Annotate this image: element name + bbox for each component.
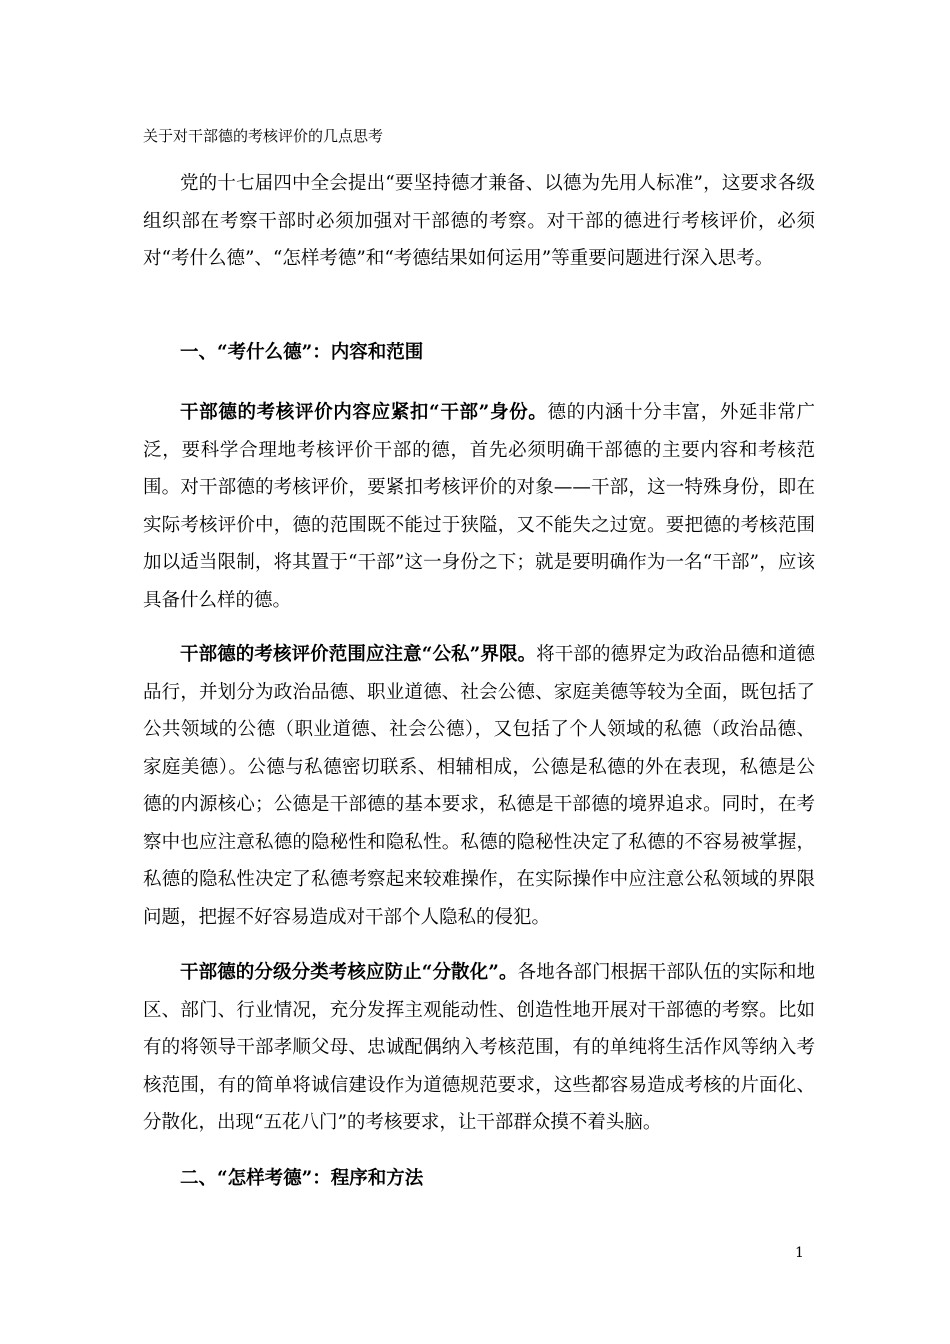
document-title: 关于对干部德的考核评价的几点思考 xyxy=(143,127,384,145)
paragraph-2-body: 将干部的德界定为政治品德和道德品行，并划分为政治品德、职业道德、社会公德、家庭美德等较为全面，既包括了公共领域的公德（职业道德、社会公德），又包括了个人领域的私德（政治品德、家庭美德）。公德与私德密切联系、相辅相成，公德是私德的外在表现，私德是公德的内源核心；公德是干部德的基本要求，私德是干部德的境界追求。同时，在考察中也应注意私德的隐秘性和隐私性。私德的隐秘性决定了私德的不容易被掌握，私德的隐私性决定了私德考察起来较难操作，在实际操作中应注意公私领域的界限问题，把握不好容易造成对干部个人隐私的侵犯。 xyxy=(143,644,815,928)
paragraph-3-body: 各地各部门根据干部队伍的实际和地区、部门、行业情况，充分发挥主观能动性、创造性地开展对干部德的考察。比如有的将领导干部孝顺父母、忠诚配偶纳入考核范围，有的单纯将生活作风等纳入考核范围，有的简单将诚信建设作为道德规范要求，这些都容易造成考核的片面化、分散化，出现“五花八门”的考核要求，让干部群众摸不着头脑。 xyxy=(143,962,815,1133)
intro-paragraph: 党的十七届四中全会提出“要坚持德才兼备、以德为先用人标准”，这要求各级组织部在考察干部时必须加强对干部德的考察。对干部的德进行考核评价，必须对“考什么德”、“怎样考德”和“考德结果如何运用”等重要问题进行深入思考。 xyxy=(143,173,815,269)
page-number: 1 xyxy=(795,1245,804,1261)
paragraph-2 xyxy=(143,636,815,936)
paragraph-2-lead: 干部德的考核评价范围应注意“公私”界限。 xyxy=(180,644,537,665)
paragraph-3-lead: 干部德的分级分类考核应防止“分散化”。 xyxy=(180,962,518,983)
section-heading-1: 一、“考什么德”：内容和范围 xyxy=(180,342,424,363)
paragraph-3 xyxy=(143,954,815,1142)
paragraph-1-body: 德的内涵十分丰富，外延非常广泛，要科学合理地考核评价干部的德，首先必须明确干部德的主要内容和考核范围。对干部德的考核评价，要紧扣考核评价的对象——干部，这一特殊身份，即在实际考核评价中，德的范围既不能过于狭隘，又不能失之过宽。要把德的考核范围加以适当限制，将其置于“干部”这一身份之下；就是要明确作为一名“干部”，应该具备什么样的德。 xyxy=(143,402,815,611)
section-heading-2: 二、“怎样考德”：程序和方法 xyxy=(180,1168,424,1189)
paragraph-1 xyxy=(143,394,815,619)
paragraph-1-lead: 干部德的考核评价内容应紧扣“干部”身份。 xyxy=(180,402,548,423)
